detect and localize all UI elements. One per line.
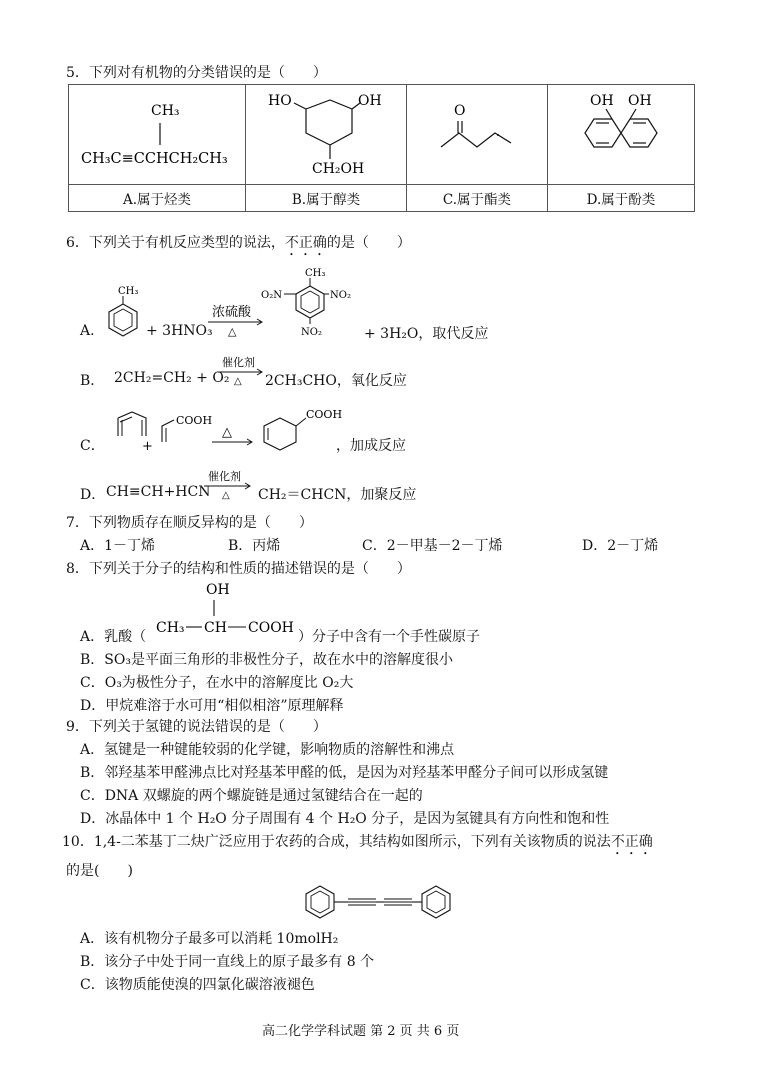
q10-option-a: A．该有机物分子最多可以消耗 10molH₂ (80, 931, 339, 947)
q5-molecule-b-cell (246, 85, 407, 185)
q6-b-arrow (216, 354, 266, 390)
q5-label-a: A.属于烃类 (69, 185, 246, 212)
svg-text:NO₂: NO₂ (301, 327, 322, 338)
svg-text:浓硫酸: 浓硫酸 (212, 305, 252, 320)
svg-text:OH: OH (206, 582, 230, 598)
q10-emphasis: 不正确 (610, 834, 653, 850)
svg-text:OH: OH (358, 93, 382, 109)
q6-emphasis: 不正确 (284, 235, 327, 251)
q7-stem: 7．下列物质存在顺反异构的是（ ） (66, 515, 313, 531)
q5-stem: 5．下列对有机物的分类错误的是（ ） (66, 65, 327, 81)
svg-text:NO₂: NO₂ (330, 290, 351, 301)
q6-option-b-label: B． (80, 373, 105, 389)
q9-option-b: B．邻羟基苯甲醛沸点比对羟基苯甲醛的低，是因为对羟基苯甲醛分子间可以形成氢键 (80, 765, 609, 781)
q6-d-reactants: CH≡CH+HCN (106, 484, 211, 500)
q6-option-d-label: D． (80, 487, 106, 503)
q6-a-arrow (206, 300, 266, 340)
svg-text:CH: CH (204, 620, 227, 636)
q5-mol-a-formula: CH₃C≡CCHCH₂CH₃ (81, 151, 228, 167)
q6-d-arrow (202, 468, 254, 504)
q7-option-c: C．2－甲基－2－丁烯 (362, 538, 503, 554)
svg-text:CH₃: CH₃ (305, 268, 326, 279)
svg-text:+: + (142, 439, 153, 454)
q9-option-d: D．冰晶体中 1 个 H₂O 分子周围有 4 个 H₂O 分子，是因为氢键具有方向性和饱和性 (80, 811, 610, 827)
q9-stem: 9．下列关于氢键的说法错误的是（ ） (66, 719, 327, 735)
q6-b-reactants: 2CH₂=CH₂ + O₂ (114, 370, 230, 386)
q6-option-c-label: C． (80, 438, 105, 454)
q10-stem-line2: 的是( ) (66, 863, 133, 879)
q5-label-c: C.属于酯类 (407, 185, 548, 212)
svg-text:△: △ (222, 490, 230, 501)
page-footer: 高二化学学科试题 第 2 页 共 6 页 (262, 1024, 460, 1039)
q6-c-type: ，加成反应 (336, 438, 406, 454)
svg-text:HO: HO (268, 93, 292, 109)
q9-option-c: C．DNA 双螺旋的两个螺旋链是通过氢键结合在一起的 (80, 788, 423, 804)
q8-option-a-pre: A．乳酸（ (80, 629, 147, 645)
q8-option-b: B．SO₃是平面三角形的非极性分子，故在水中的溶解度很小 (80, 652, 453, 668)
svg-text:CH₃: CH₃ (156, 620, 185, 636)
q5-molecule-d-cell (548, 85, 695, 185)
q6-a-product: + 3H₂O，取代反应 (364, 326, 489, 342)
q10-stem-line1: 10．1,4-二苯基丁二炔广泛应用于农药的合成，其结构如图所示，下列有关该物质的说法不正确 (62, 834, 653, 850)
q5-mol-a-ch3: CH₃ (151, 103, 180, 119)
q9-option-a: A．氢键是一种键能较弱的化学键，影响物质的溶解性和沸点 (80, 742, 455, 758)
q6-tnt-structure (258, 264, 370, 340)
q8-option-c: C．O₃为极性分子，在水中的溶解度比 O₂大 (80, 675, 354, 691)
q5-label-b: B.属于醇类 (246, 185, 407, 212)
q6-a-reactant: + 3HNO₃ (146, 323, 213, 339)
svg-text:COOH: COOH (248, 620, 294, 636)
svg-text:△: △ (234, 376, 242, 387)
q6-toluene-structure (100, 282, 150, 344)
q7-option-a: A．1－丁烯 (80, 538, 156, 554)
q10-diphenylbutadiyne-structure (300, 880, 460, 924)
q5-classification-table (68, 84, 695, 212)
q5-molecule-a-structure (69, 85, 245, 180)
q8-stem: 8．下列关于分子的结构和性质的描述错误的是（ ） (66, 561, 411, 577)
q8-lactic-acid-structure (150, 578, 300, 642)
svg-text:OH: OH (590, 93, 614, 109)
q6-c-arrow (210, 424, 256, 448)
q7-option-b: B．丙烯 (228, 538, 281, 554)
q5-molecule-b-structure (246, 85, 406, 180)
q6-b-products: 2CH₃CHO，氧化反应 (265, 373, 407, 389)
q8-option-d: D．甲烷难溶于水可用“相似相溶”原理解释 (80, 698, 344, 714)
svg-text:OH: OH (628, 93, 652, 109)
svg-text:△: △ (222, 425, 232, 440)
svg-text:COOH: COOH (176, 414, 213, 427)
q5-molecule-a-cell (69, 85, 246, 185)
q7-option-d: D．2－丁烯 (582, 538, 659, 554)
q6-c-product (256, 404, 346, 454)
q6-stem: 6．下列关于有机反应类型的说法，不正确的是（ ） (66, 235, 411, 251)
svg-text:△: △ (228, 325, 237, 338)
svg-text:催化剂: 催化剂 (208, 470, 241, 483)
svg-text:催化剂: 催化剂 (222, 356, 255, 369)
svg-text:O₂N: O₂N (261, 290, 282, 301)
svg-text:COOH: COOH (306, 408, 343, 421)
q10-option-b: B．该分子中处于同一直线上的原子最多有 8 个 (80, 954, 375, 970)
svg-text:CH₂OH: CH₂OH (312, 161, 365, 177)
q8-option-a-post: ）分子中含有一个手性碳原子 (298, 629, 480, 645)
q5-molecule-c-cell (407, 85, 548, 185)
svg-text:CH₃: CH₃ (118, 286, 139, 297)
q6-option-a-label: A. (80, 323, 95, 339)
q6-d-products: CH₂＝CHCN，加聚反应 (258, 487, 417, 503)
q5-molecule-c-structure (407, 85, 547, 180)
q5-molecule-d-structure (548, 85, 694, 180)
svg-text:O: O (454, 103, 466, 119)
q10-option-c: C．该物质能使溴的四氯化碳溶液褪色 (80, 977, 315, 993)
q5-label-d: D.属于酚类 (548, 185, 695, 212)
